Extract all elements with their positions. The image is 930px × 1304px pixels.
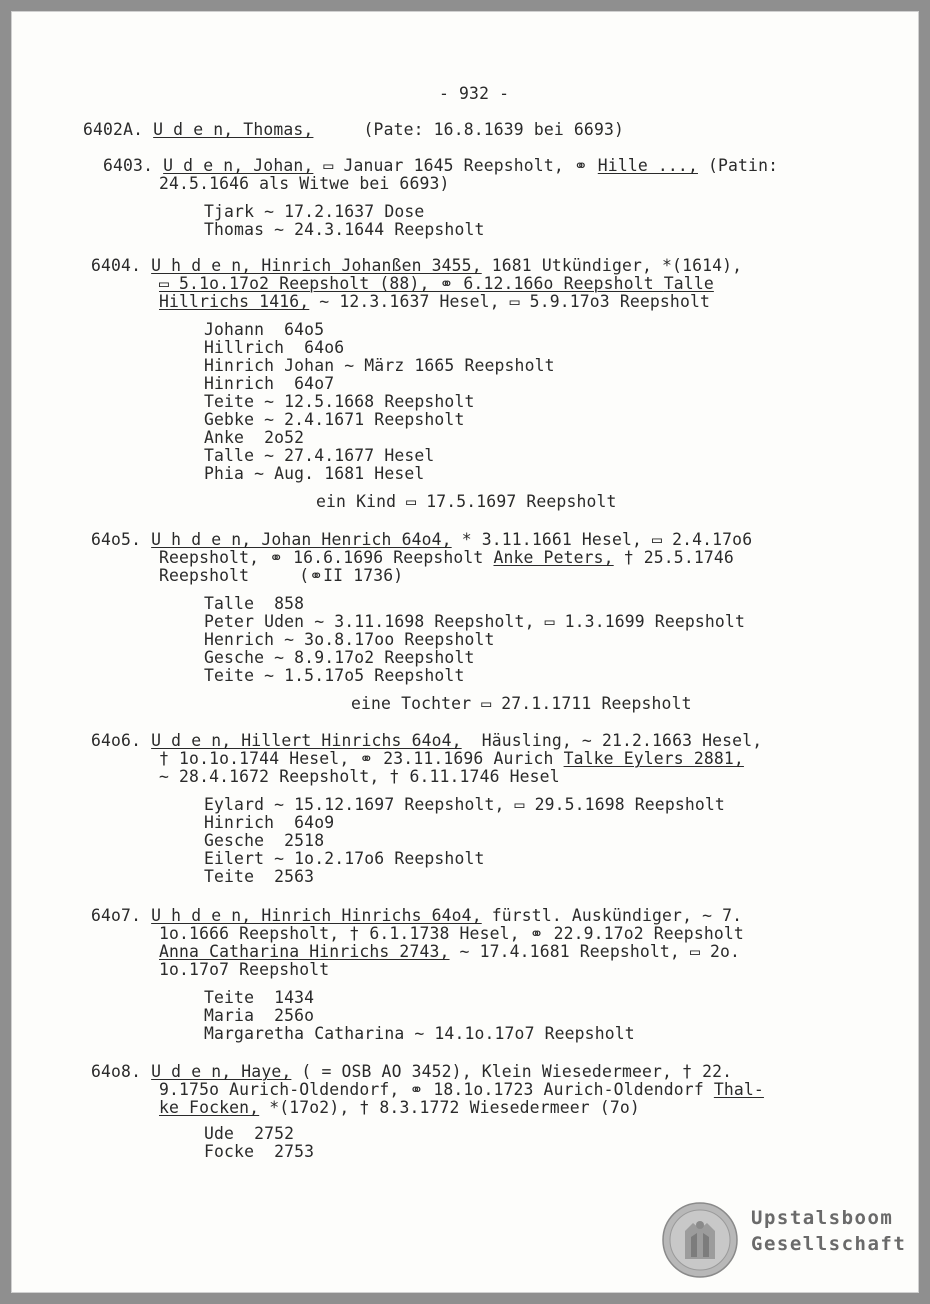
- entry-text: 9.175o Aurich-Oldendorf, ⚭ 18.1o.1723 Aurich-Oldendorf: [159, 1080, 714, 1099]
- document-page: [11, 11, 919, 1293]
- entry-text: (Patin:: [697, 156, 779, 175]
- child: Teite ~ 1.5.17o5 Reepsholt: [204, 666, 465, 685]
- entry-name: U d e n, Hillert Hinrichs 64o4,: [151, 731, 462, 750]
- entry-line: 1o.17o7 Reepsholt: [159, 960, 330, 979]
- child: Phia ~ Aug. 1681 Hesel: [204, 464, 425, 483]
- entry-text: fürstl. Auskündiger, ~ 7.: [481, 906, 743, 925]
- child: Focke 2753: [204, 1142, 315, 1161]
- entry-line: 1o.1666 Reepsholt, † 6.1.1738 Hesel, ⚭ 22.9.17o2 Reepsholt: [159, 924, 744, 943]
- page-number: - 932 -: [439, 84, 510, 103]
- entry-line: [159, 1081, 764, 1099]
- logo-line-1: Upstalsboom: [751, 1207, 894, 1229]
- child: Gesche 2518: [204, 831, 325, 850]
- spouse-name: Anna Catharina Hinrichs 2743,: [159, 942, 450, 961]
- child: Teite 2563: [204, 867, 315, 886]
- child: Maria 256o: [204, 1006, 315, 1025]
- entry-name: U h d e n, Hinrich Hinrichs 64o4,: [151, 906, 482, 925]
- entry-number: 6403.: [103, 156, 154, 175]
- child: Hinrich 64o7: [204, 374, 335, 393]
- upstalsboom-logo: [661, 1201, 913, 1289]
- entry-6403: [103, 157, 778, 175]
- entry-6406: [91, 732, 762, 750]
- child: Ude 2752: [204, 1124, 295, 1143]
- entry-number: 6404.: [91, 256, 142, 275]
- spouse-name: Hille ...,: [597, 156, 698, 175]
- entry-text: † 25.5.1746: [613, 548, 734, 567]
- child: Teite 1434: [204, 988, 315, 1007]
- child: Talle ~ 27.4.1677 Hesel: [204, 446, 435, 465]
- entry-line: [159, 275, 714, 293]
- child: Hinrich Johan ~ März 1665 Reepsholt: [204, 356, 555, 375]
- child: Henrich ~ 3o.8.17oo Reepsholt: [204, 630, 495, 649]
- child: Gebke ~ 2.4.1671 Reepsholt: [204, 410, 465, 429]
- child: Margaretha Catharina ~ 14.1o.17o7 Reepsholt: [204, 1024, 635, 1043]
- entry-number: 64o7.: [91, 906, 142, 925]
- entry-line: [159, 549, 734, 567]
- child: Gesche ~ 8.9.17o2 Reepsholt: [204, 648, 475, 667]
- child: Peter Uden ~ 3.11.1698 Reepsholt, ▭ 1.3.1699 Reepsholt: [204, 612, 745, 631]
- entry-line: [159, 750, 744, 768]
- entry-text: Reepsholt, ⚭ 16.6.1696 Reepsholt: [159, 548, 494, 567]
- entry-number: 64o5.: [91, 530, 142, 549]
- child: Eilert ~ 1o.2.17o6 Reepsholt: [204, 849, 485, 868]
- entry-line: 24.5.1646 als Witwe bei 6693): [159, 174, 450, 193]
- extra-child: ein Kind ▭ 17.5.1697 Reepsholt: [316, 492, 617, 511]
- entry-text: ~ 12.3.1637 Hesel, ▭ 5.9.17o3 Reepsholt: [309, 292, 711, 311]
- entry-6407: [91, 907, 742, 925]
- logo-line-2: Gesellschaft: [751, 1233, 907, 1255]
- entry-text: (Pate: 16.8.1639 bei 6693): [313, 120, 624, 139]
- seal-icon: [661, 1201, 739, 1279]
- child: Thomas ~ 24.3.1644 Reepsholt: [204, 220, 485, 239]
- entry-6402a: [83, 121, 624, 139]
- entry-line: ~ 28.4.1672 Reepsholt, † 6.11.1746 Hesel: [159, 767, 560, 786]
- entry-name: U h d e n, Johan Henrich 64o4,: [151, 530, 452, 549]
- entry-text: *(17o2), † 8.3.1772 Wiesedermeer (7o): [259, 1098, 640, 1117]
- child: Tjark ~ 17.2.1637 Dose: [204, 202, 425, 221]
- spouse-name: Thal-: [713, 1080, 764, 1099]
- entry-text: 1681 Utkündiger, *(1614),: [481, 256, 743, 275]
- child: Eylard ~ 15.12.1697 Reepsholt, ▭ 29.5.1698 Reepsholt: [204, 795, 725, 814]
- entry-6404: [91, 257, 742, 275]
- child: Hinrich 64o9: [204, 813, 335, 832]
- entry-name: U d e n, Haye,: [151, 1062, 292, 1081]
- entry-name: U h d e n, Hinrich Johanßen 3455,: [151, 256, 482, 275]
- entry-text: † 1o.1o.1744 Hesel, ⚭ 23.11.1696 Aurich: [159, 749, 564, 768]
- entry-number: 64o6.: [91, 731, 142, 750]
- spouse-name: Anke Peters,: [493, 548, 614, 567]
- child: Teite ~ 12.5.1668 Reepsholt: [204, 392, 475, 411]
- entry-text: ▭ 5.1o.17o2 Reepsholt (88), ⚭ 6.12.166o Reepsholt: [159, 274, 664, 293]
- entry-text: ~ 17.4.1681 Reepsholt, ▭ 2o.: [449, 942, 741, 961]
- entry-text: * 3.11.1661 Hesel, ▭ 2.4.17o6: [451, 530, 753, 549]
- entry-6405: [91, 531, 752, 549]
- entry-line: Reepsholt (⚭II 1736): [159, 566, 404, 585]
- child: Talle 858: [204, 594, 305, 613]
- entry-text: Häusling, ~ 21.2.1663 Hesel,: [461, 731, 763, 750]
- entry-name: U d e n, Thomas,: [153, 120, 314, 139]
- child: Hillrich 64o6: [204, 338, 345, 357]
- entry-line: [159, 293, 710, 311]
- entry-text: ▭ Januar 1645 Reepsholt, ⚭: [313, 156, 598, 175]
- entry-number: 6402A.: [83, 120, 144, 139]
- entry-line: [159, 943, 740, 961]
- entry-6408: [91, 1063, 732, 1081]
- spouse-name: Talle: [663, 274, 714, 293]
- child: Anke 2o52: [204, 428, 305, 447]
- spouse-name: ke Focken,: [159, 1098, 260, 1117]
- entry-text: ( = OSB AO 3452), Klein Wiesedermeer, † 22.: [291, 1062, 733, 1081]
- entry-number: 64o8.: [91, 1062, 142, 1081]
- extra-child: eine Tochter ▭ 27.1.1711 Reepsholt: [351, 694, 692, 713]
- spouse-name: Hillrichs 1416,: [159, 292, 310, 311]
- child: Johann 64o5: [204, 320, 325, 339]
- spouse-name: Talke Eylers 2881,: [563, 749, 744, 768]
- entry-name: U d e n, Johan,: [163, 156, 314, 175]
- entry-line: [159, 1099, 640, 1117]
